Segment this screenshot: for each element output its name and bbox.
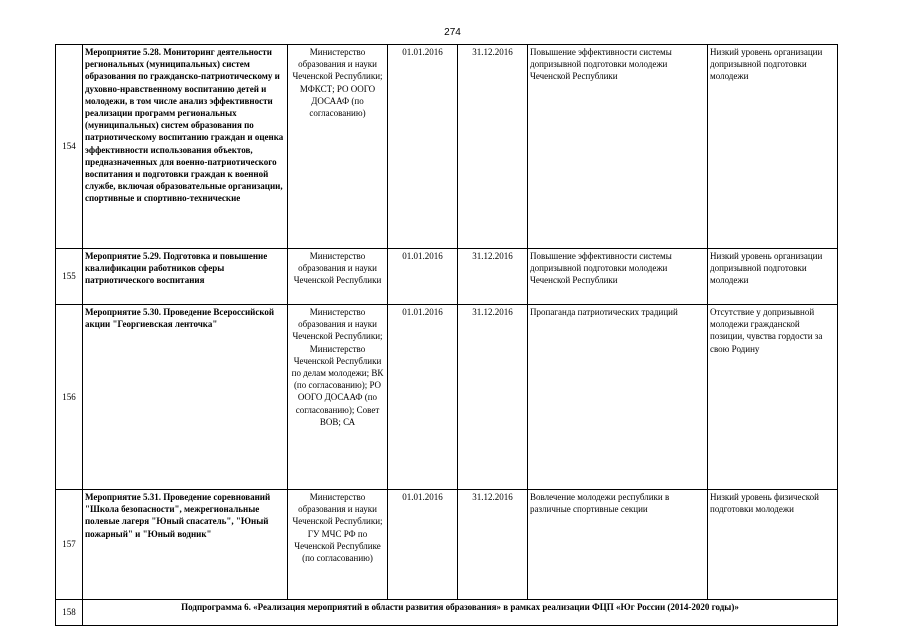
consequence: Низкий уровень организации допризывной подготовки молодежи (708, 249, 838, 305)
start-date: 01.01.2016 (388, 490, 458, 600)
executor: Министерство образования и науки Чеченской Республики (288, 249, 388, 305)
measure-title-text: Мероприятие 5.28. Мониторинг деятельности региональных (муниципальных) систем образования по гражданско-патриотическому и духовно-нравственному воспитанию детей и молодежи, в том числе анализ эффективности реализации программ региональных (муниципальных) систем образования по патриотическому воспитанию граждан и оценка эффективности использования объектов, предназначенных для военно-патриотического воспитания и подготовки граждан к военной службе, включая образовательные организации, спортивные и спортивно-технические (85, 47, 284, 204)
measure-title: Мероприятие 5.30. Проведение Всероссийской акции "Георгиевская ленточка" (83, 305, 288, 490)
start-date: 01.01.2016 (388, 305, 458, 490)
expected-result: Повышение эффективности системы допризывной подготовки молодежи Чеченской Республики (528, 45, 708, 249)
measure-title: Мероприятие 5.29. Подготовка и повышение квалификации работников сферы патриотического воспитания (83, 249, 288, 305)
table-row (56, 45, 838, 249)
end-date: 31.12.2016 (458, 305, 528, 490)
row-number: 155 (56, 249, 83, 305)
subprogram-title: Подпрограмма 6. «Реализация мероприятий в области развития образования» в рамках реализации ФЦП «Юг России (2014-2020 годы)» (83, 600, 838, 626)
table-row (56, 490, 838, 600)
end-date: 31.12.2016 (458, 249, 528, 305)
expected-result: Повышение эффективности системы допризывной подготовки молодежи Чеченской Республики (528, 249, 708, 305)
expected-result: Пропаганда патриотических традиций (528, 305, 708, 490)
start-date: 01.01.2016 (388, 249, 458, 305)
start-date: 01.01.2016 (388, 45, 458, 249)
executor: Министерство образования и науки Чеченской Республики; ГУ МЧС РФ по Чеченской Республике (по согласованию) (288, 490, 388, 600)
table-row (56, 249, 838, 305)
consequence: Низкий уровень физической подготовки молодежи (708, 490, 838, 600)
measures-table (55, 44, 838, 626)
end-date: 31.12.2016 (458, 45, 528, 249)
consequence: Отсутствие у допризывной молодежи гражданской позиции, чувства гордости за свою Родину (708, 305, 838, 490)
end-date: 31.12.2016 (458, 490, 528, 600)
executor-text: Министерство образования и науки Чеченской Республики; МФКСТ; РО ООГО ДОСААФ (по согласованию) (292, 47, 383, 119)
expected-result: Вовлечение молодежи республики в различные спортивные секции (528, 490, 708, 600)
row-number: 157 (56, 490, 83, 600)
page-number: 274 (444, 27, 461, 38)
table-row (56, 305, 838, 490)
executor (288, 45, 388, 249)
row-number: 156 (56, 305, 83, 490)
executor: Министерство образования и науки Чеченской Республики; Министерство Чеченской Республики по делам молодежи; ВК (по согласованию); РО ООГО ДОСААФ (по согласованию); Совет ВОВ; СА (288, 305, 388, 490)
measure-title (83, 45, 288, 249)
subprogram-row (56, 600, 838, 626)
consequence: Низкий уровень организации допризывной подготовки молодежи (708, 45, 838, 249)
measure-title: Мероприятие 5.31. Проведение соревнований "Школа безопасности", межрегиональные полевые лагеря "Юный спасатель", "Юный пожарный" и "Юный водник" (83, 490, 288, 600)
row-number: 158 (56, 600, 83, 626)
row-number: 154 (56, 45, 83, 249)
